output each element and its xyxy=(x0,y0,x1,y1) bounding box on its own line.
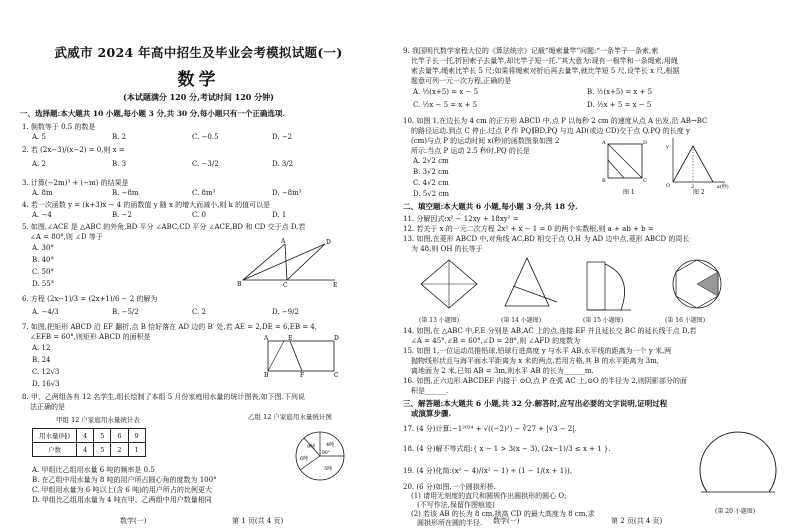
question-10: 所示.当点 P 运动 2.5 秒时,PQ 的长是 xyxy=(411,147,530,155)
svg-text:2: 2 xyxy=(691,184,695,190)
question-2: 2. 若 (2x−3)/(x−2) = 0,则 x = xyxy=(22,146,125,154)
q8-option: C. 甲组用水量为 6 吨以上(含 6 吨)的用户所占的比例更大 xyxy=(32,486,212,494)
pie-label: 4吨 xyxy=(326,442,335,448)
question-1: 1. 倒数等于 0.5 的数是 xyxy=(22,123,96,131)
q16-hexagon-figure xyxy=(665,256,729,312)
exam-page-right xyxy=(397,0,794,532)
question-12: 12. 若关于 x 的一元二次方程 2x² + x − 1 = 0 的两个实数根,则 a + ab + b = xyxy=(403,225,654,233)
q10-option: B. 3√2 cm xyxy=(413,168,449,176)
footer-subject: 数学(一) xyxy=(120,517,147,525)
question-20: (1) 请用无刻度的直尺和圆规作出圆拱形的圆心 O; xyxy=(411,492,567,500)
figure-20-caption: (第 20 小题图) xyxy=(715,508,756,515)
exam-meta: (本试题满分 120 分,考试时间 120 分钟) xyxy=(123,92,274,102)
question-5: ∠A = 80°,则 ∠D 等于 xyxy=(30,233,103,241)
q3-option: B. −8m xyxy=(112,189,139,197)
svg-text:C: C xyxy=(334,372,339,379)
q1-option: A. 5 xyxy=(32,133,46,141)
q4-option: D. 1 xyxy=(272,211,287,219)
question-10: (cm)与点 P 的运动时间 x(秒)的函数图象如图 2 xyxy=(411,137,560,145)
q1-option: B. 2 xyxy=(112,133,127,141)
q7-rectangle-figure xyxy=(262,337,342,377)
q6-option: C. 2 xyxy=(192,308,207,316)
svg-text:B: B xyxy=(264,372,269,379)
q13-rhombus-figure xyxy=(417,258,481,310)
table-cell: 9 xyxy=(128,429,145,443)
question-7: 7. 如图,把矩形 ABCD 沿 EF 翻折,点 B 恰好落在 AD 边的 B′ 处,若 AE = 2,DE = 6,EB = 4, xyxy=(22,323,317,331)
question-16: 积是______. xyxy=(411,387,449,395)
q15-arch-figure xyxy=(581,254,637,314)
question-9: 比竿子长一托,折回索子去量竿,却比竿子短一托.”其大意为:现有一根竿和一条绳索,用绳 xyxy=(411,57,678,65)
q8-option: B. 在乙组中用水量为 8 吨的用户所占圆心角的度数为 100° xyxy=(32,476,217,484)
question-14: 14. 如图,在 △ABC 中,F,E 分别是 AB,AC 上的点,连接 EF 并且延长交 BC 的延长线于点 D,若 xyxy=(403,327,697,335)
exam-title: 武威市 2024 年高中招生及毕业会考模拟试题(一) xyxy=(54,45,343,60)
question-6: 6. 方程 (2x−1)/3 = (2x+1)/6 − 2 的解为 xyxy=(22,295,158,303)
figure-caption: (第 14 小题图) xyxy=(501,317,542,324)
q8-option: A. 甲组比乙组用水量 6 吨的频率是 0.5 xyxy=(32,466,155,474)
svg-text:F: F xyxy=(300,372,305,379)
q6-option: A. −4/3 xyxy=(32,308,59,316)
page-number: 第 1 页(共 4 页) xyxy=(232,517,284,525)
q6-option: B. −5/2 xyxy=(112,308,139,316)
q9-option: C. ½x − 5 = x + 5 xyxy=(413,101,478,109)
question-15: 抛物线形状且与海平面水平距离为 x 米的两点,若用方格,其 B 的水平距离为 3m, xyxy=(411,357,659,365)
q4-option: C. 0 xyxy=(192,211,207,219)
q5-option: D. 55° xyxy=(32,280,55,288)
svg-text:O: O xyxy=(666,183,671,189)
q5-triangle-figure xyxy=(225,240,345,288)
svg-text:C: C xyxy=(643,178,647,184)
q14-triangle-figure xyxy=(499,256,559,312)
section-1-heading: 一、选择题:本大题共 10 小题,每小题 3 分,共 30 分,每小题只有一个正确选项. xyxy=(20,109,285,118)
svg-text:D: D xyxy=(334,335,339,342)
question-20: (2) 若该 AB 的长为 8 cm,拱高 CD 的最大高度为 8 cm,求 xyxy=(411,510,595,518)
svg-text:x(秒): x(秒) xyxy=(717,184,729,190)
q7-option: C. 12√3 xyxy=(32,368,60,376)
table-cell: 6 xyxy=(111,429,128,443)
q3-option: C. 8m³ xyxy=(192,189,216,197)
q4-option: A. −4 xyxy=(32,211,52,219)
q1-option: C. −0.5 xyxy=(192,133,219,141)
question-14: ∠A = 45°,∠B = 60°,∠D = 28°,则 ∠AFD 的度数为 xyxy=(411,337,581,345)
q8-option: D. 甲组比乙组用水量为 4 吨在甲、乙两组中用户数量相同 xyxy=(32,496,212,504)
q10-option: C. 4√2 cm xyxy=(413,179,449,187)
pie-chart xyxy=(290,428,360,488)
svg-text:B: B xyxy=(602,178,606,184)
table-row-label: 户数 xyxy=(33,443,77,457)
table-cell: 2 xyxy=(111,443,128,457)
question-15: 15. 如图 1,一位运动员推铅球,铅球行进高度 y 与水平 AB,水平线的距离为一个 y 米,两 xyxy=(403,347,672,355)
svg-text:D: D xyxy=(326,239,331,246)
q1-option: D. −2 xyxy=(272,133,293,141)
question-19: 19. (4 分)化简:(x² − 4)/(x² − 1) ÷ (1 − 1/(x + 1)). xyxy=(403,467,572,475)
question-15: 离地面为 2 米,已知 AB = 3m,则水平 AB 的长为______m. xyxy=(411,367,594,375)
pie-label: 9吨 xyxy=(307,444,316,450)
q5-option: C. 50° xyxy=(32,268,54,276)
svg-text:A: A xyxy=(264,335,269,342)
figure-caption: (第 13 小题图) xyxy=(419,317,460,324)
question-9: 9. 我国明代数学家程大位的《算法统宗》记载“绳索量竿”问题:“一条竿子一条索,索 xyxy=(403,47,659,55)
table-cell: 4 xyxy=(77,429,94,443)
table-cell: 1 xyxy=(128,443,145,457)
question-10: 10. 如图 1,在边长为 4 cm 的正方形 ABCD 中,点 P 以每秒 2 cm 的速度从点 A 出发,沿 AB→BC xyxy=(403,117,708,125)
water-usage-table xyxy=(32,428,146,457)
question-20: (不写作法,保留作图痕迹) xyxy=(417,501,495,509)
question-18: 18. (4 分)解不等式组:{ x − 1 > 3(x − 3), (2x−1)/3 ≤ x + 1 }. xyxy=(403,445,611,453)
q20-arch-bridge-figure xyxy=(693,426,783,502)
q10-square-figure xyxy=(602,140,652,186)
svg-text:y: y xyxy=(666,144,669,150)
pie-angle: 90° xyxy=(322,451,330,456)
table-row xyxy=(33,443,146,457)
q7-option: D. 16√3 xyxy=(32,380,60,388)
question-10: 的路径运动,到点 C 停止.过点 P 作 PQ∥BD,PQ 与边 AD(或边 CD)交于点 Q,PQ 的长度 y xyxy=(411,127,690,135)
question-17: 17. (4 分)计算:−1²⁰²⁴ + √((−2)²) − ∛27 + |√3 − 2|. xyxy=(403,425,577,433)
table-row xyxy=(33,429,146,443)
question-16: 16. 如图,正六边形 ABCDEF 内接于 ⊙O,点 P 在弧 AC 上,⊙O 的半径为 2,则阴影部分的面 xyxy=(403,377,687,385)
q2-option: B. 3 xyxy=(112,160,127,168)
svg-text:E: E xyxy=(333,282,338,289)
q7-option: A. 12 xyxy=(32,344,51,352)
question-20: 圆拱形所在圆的半径. xyxy=(417,519,483,527)
q6-option: D. −9/2 xyxy=(272,308,299,316)
q2-option: A. 2 xyxy=(32,160,46,168)
q3-option: D. −8m³ xyxy=(272,189,302,197)
q10-option: D. 5√2 cm xyxy=(413,190,449,198)
table-row-label: 用水量(吨) xyxy=(33,429,77,443)
q3-option: A. 8m xyxy=(32,189,53,197)
section-3-heading: 或演算步骤. xyxy=(411,409,452,418)
q9-option: D. ½x + 5 = x − 5 xyxy=(587,101,652,109)
question-11: 11. 分解因式:x² − 12xy + 18xy² = xyxy=(403,215,519,223)
question-8: 8. 甲、乙两组各有 12 名学生,组长绘制了本组 5 月份家庭用水量的统计图表,如下图.下列说 xyxy=(22,393,305,401)
svg-text:A: A xyxy=(281,238,286,245)
subject-title: 数学 xyxy=(177,70,220,90)
q7-option: B. 24 xyxy=(32,356,51,364)
question-9: 题意可列一元一次方程,正确的是 xyxy=(411,77,512,85)
footer-subject: 数学(一) xyxy=(493,517,520,525)
svg-text:A: A xyxy=(602,140,606,146)
table-cell: 5 xyxy=(94,429,111,443)
q9-option: B. ½(x+5) = x + 5 xyxy=(587,88,653,96)
pie-title: 乙组 12 户家庭用水量统计图 xyxy=(248,413,332,421)
q5-option: B. 40° xyxy=(32,256,55,264)
question-8: 法正确的是 xyxy=(30,403,65,411)
svg-text:D: D xyxy=(643,140,648,146)
pie-label: 6吨 xyxy=(300,456,309,462)
q9-option: A. ½(x+5) = x − 5 xyxy=(413,88,479,96)
svg-text:B: B xyxy=(237,281,242,288)
q2-option: D. 3/2 xyxy=(272,160,294,168)
question-4: 4. 若一次函数 y = (k+3)x − 4 的函数值 y 随 x 的增大而减小,则 k 的值可以是 xyxy=(22,201,271,209)
pie-label: 5吨 xyxy=(324,466,333,472)
q10-graph-figure xyxy=(665,136,729,188)
q4-option: B. −2 xyxy=(112,211,132,219)
section-2-heading: 二、填空题:本大题共 6 小题,每小题 3 分,共 18 分. xyxy=(403,202,578,211)
figure-2-caption: 图 2 xyxy=(693,189,705,196)
figure-caption: (第 15 小题图) xyxy=(583,317,624,324)
table-cell: 5 xyxy=(94,443,111,457)
table-title: 甲组 12 户家庭用水量统计表 xyxy=(56,416,140,424)
question-13: 13. 如图,在菱形 ABCD 中,对角线 AC,BD 相交于点 O,H 为 AD 边中点,菱形 ABCD 的周长 xyxy=(403,235,690,243)
question-5: 5. 如图,∠ACE 是 △ABC 的外角,BD 平分 ∠ABC,CD 平分 ∠ACE,BD 和 CD 交于点 D,若 xyxy=(22,223,306,231)
question-9: 索去量竿,绳索比竿长 5 尺;如果将绳索对折后再去量竿,就比竿短 5 尺,设竿长 x 尺,根据 xyxy=(411,67,680,75)
question-3: 3. 计算(−2m)³ + (−m) 的结果是 xyxy=(22,179,129,187)
svg-text:C: C xyxy=(283,282,288,289)
q2-option: C. −3/2 xyxy=(192,160,219,168)
question-20: 20. (6 分)如图,一个圆拱形桥. xyxy=(403,483,496,491)
question-7: ∠EFB = 60°,则矩形 ABCD 的面积是 xyxy=(30,333,151,341)
figure-1-caption: 图 1 xyxy=(623,189,635,196)
q5-option: A. 30° xyxy=(32,244,54,252)
figure-caption: (第 16 小题图) xyxy=(665,317,706,324)
table-cell: 4 xyxy=(77,443,94,457)
svg-text:E: E xyxy=(288,335,293,342)
q10-option: A. 2√2 cm xyxy=(413,157,449,165)
page-number: 第 2 页(共 4 页) xyxy=(611,517,663,525)
section-3-heading: 三、解答题:本大题共 6 小题,共 32 分.解答时,应写出必要的文字说明,证明过程 xyxy=(403,399,668,408)
question-13: 为 48,则 OH 的长等于 xyxy=(411,245,483,253)
